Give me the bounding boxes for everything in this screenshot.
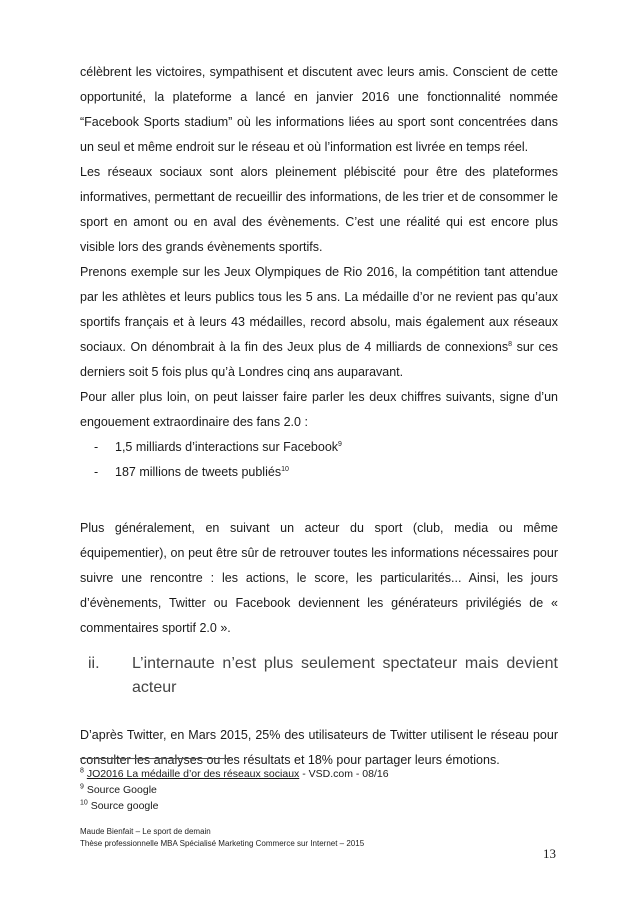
footnote-text: Source google [87, 800, 159, 812]
footnote-10 [80, 798, 558, 814]
section-number: ii. [88, 655, 100, 672]
footnote-ref-8[interactable]: 8 [508, 340, 512, 348]
paragraph-rio-text-end: sur ces derniers soit 5 fois plus qu’à Londres cinq ans auparavant. [80, 340, 559, 379]
paragraph-twitter-stats: D’après Twitter, en Mars 2015, 25% des utilisateurs de Twitter utilisent le réseau pour consulter les analyses ou les résultats et 18% pour partager leurs émotions. [80, 728, 558, 767]
list-dash: - [94, 465, 99, 479]
list-dash: - [94, 440, 99, 454]
section-title: L’internaute n’est plus seulement spectateur mais devient acteur [132, 655, 558, 696]
body-text [80, 60, 558, 773]
footnote-ref-10[interactable]: 10 [281, 465, 289, 473]
footnote-number: 9 [80, 783, 84, 791]
footer-author-line: Maude Bienfait – Le sport de demain [80, 827, 211, 836]
footer-thesis-line: Thèse professionnelle MBA Spécialisé Marketing Commerce sur Internet – 2015 [80, 839, 365, 848]
footnotes [80, 766, 558, 814]
paragraph-rio-2016 [80, 260, 558, 385]
paragraph-generally: Plus généralement, en suivant un acteur du sport (club, media ou même équipementier), on peut être sûr de retrouver toutes les informations nécessaires pour suivre une rencontre : les actions, le score, les particularités... Ainsi, les jours d’évènements, Twitter ou Facebook deviennent les générateurs privilégiés de « commentaires sportif 2.0 ». [80, 521, 558, 635]
section-heading [80, 652, 558, 700]
page-footer [80, 826, 558, 850]
footnote-9 [80, 782, 558, 798]
paragraph-rio-text: Prenons exemple sur les Jeux Olympiques de Rio 2016, la compétition tant attendue par les athlètes et leurs publics tous les 5 ans. La médaille d’or ne revient pas qu’aux sportifs français et à leurs 43 médailles, record absolu, mais également aux réseaux sociaux. On dénombrait à la fin des Jeux plus de 4 milliards de connexions [80, 265, 558, 354]
footnote-text: Source Google [83, 784, 157, 796]
spacer [80, 485, 558, 516]
paragraph-facebook-sports-stadium: célèbrent les victoires, sympathisent et discutent avec leurs amis. Conscient de cette opportunité, la plateforme a lancé en janvier 2016 une fonctionnalité nommée “Facebook Sports stadium” où les informations liées au sport sont concentrées dans un seul et même endroit sur le réseau et où l’information est livrée en temps réel. [80, 65, 558, 154]
list-item [80, 435, 558, 460]
figures-list [80, 435, 558, 485]
footnote-separator [80, 758, 230, 759]
paragraph-social-networks-informative: Les réseaux sociaux sont alors pleinement plébiscité pour être des plateformes informatives, permettant de recueillir des informations, de les trier et de consommer le sport en amont ou en aval des évènements. C’est une réalité qui est encore plus visible lors des grands évènements sportifs. [80, 165, 558, 254]
footnote-number: 8 [80, 767, 84, 775]
list-item-text: 1,5 milliards d’interactions sur Facebook [115, 440, 339, 454]
list-item-text: 187 millions de tweets publiés [115, 465, 282, 479]
footnote-text: - VSD.com - 08/16 [299, 768, 389, 780]
footnote-link[interactable]: JO2016 La médaille d’or des réseaux sociaux [86, 768, 300, 780]
list-item [80, 460, 558, 485]
paragraph-two-figures: Pour aller plus loin, on peut laisser faire parler les deux chiffres suivants, signe d’un engouement extraordinaire des fans 2.0 : [80, 390, 558, 429]
page-number: 13 [543, 846, 556, 861]
footnote-number: 10 [80, 799, 88, 807]
footnote-8 [80, 766, 558, 782]
footnote-ref-9[interactable]: 9 [338, 440, 342, 448]
